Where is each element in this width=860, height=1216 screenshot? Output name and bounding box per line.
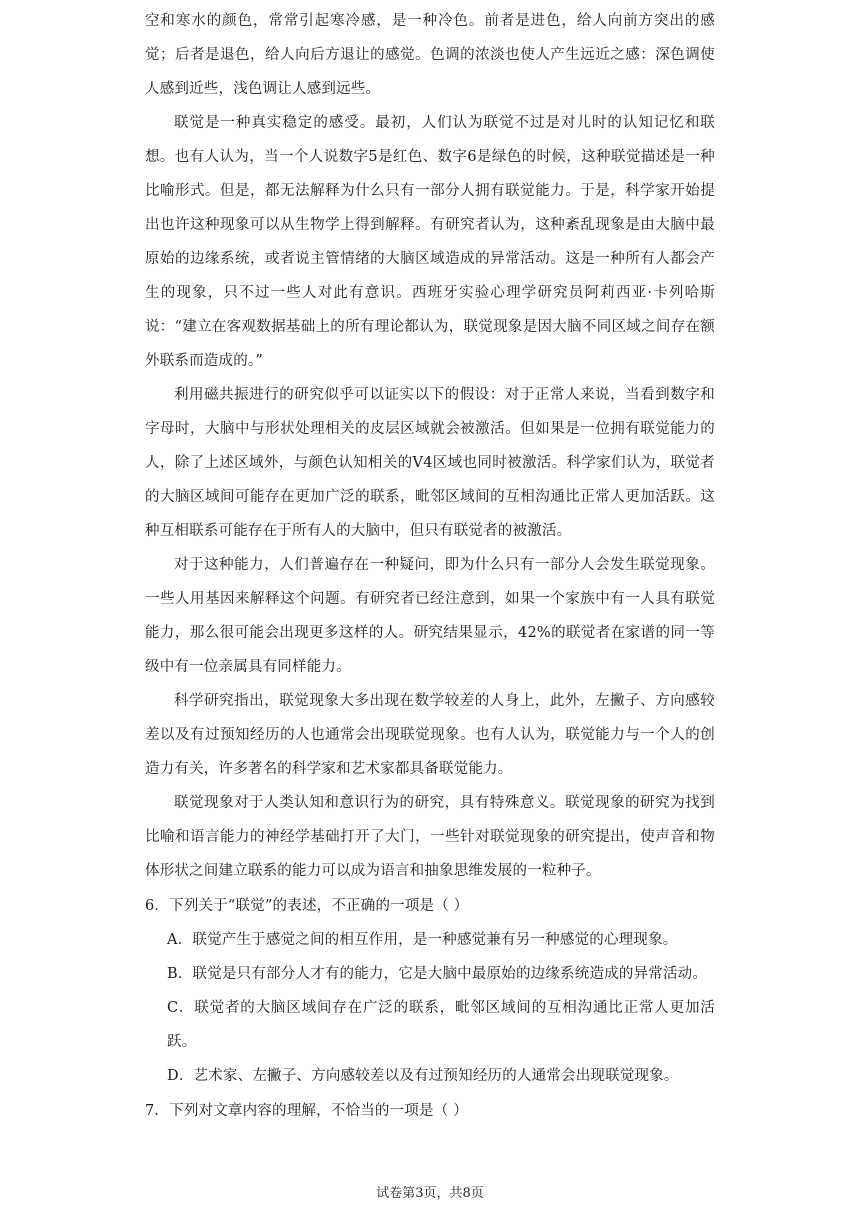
paragraph-genetics: 对于这种能力，人们普遍存在一种疑问，即为什么只有一部分人会发生联觉现象。一些人用基因来解释这个问题。有研究者已经注意到，如果一个家族中有一人具有联觉能力，那么很可能会出现更多这样的人。研究结果显示，42%的联觉者在家谱的同一等级中有一位亲属具有同样能力。 [145, 557, 715, 675]
question-6-option-b: B．联觉是只有部分人才有的能力，它是大脑中最原始的边缘系统造成的异常活动。 [167, 966, 708, 982]
paragraph-significance: 联觉现象对于人类认知和意识行为的研究，具有特殊意义。联觉现象的研究为找到比喻和语言能力的神经学基础打开了大门，一些针对联觉现象的研究提出，使声音和物体形状之间建立联系的能力可以成为语言和抽象思维发展的一粒种子。 [145, 795, 715, 879]
paragraph-synesthesia-definition: 联觉是一种真实稳定的感受。最初，人们认为联觉不过是对儿时的认知记忆和联想。也有人认为，当一个人说数字5是红色、数字6是绿色的时候，这种联觉描述是一种比喻形式。但是，都无法解释为什么只有一部分人拥有联觉能力。于是，科学家开始提出也许这种现象可以从生物学上得到解释。有研究者认为，这种紊乱现象是由大脑中最原始的边缘系统，或者说主管情绪的大脑区域造成的异常活动。这是一种所有人都会产生的现象，只不过一些人对此有意识。西班牙实验心理学研究员阿莉西亚·卡列哈斯说：“建立在客观数据基础上的所有理论都认为，联觉现象是因大脑不同区域之间存在额外联系而造成的。” [145, 115, 715, 369]
question-6-stem: 6．下列关于“联觉”的表述，不正确的一项是（ ） [145, 898, 469, 914]
paragraph-mri-research: 利用磁共振进行的研究似乎可以证实以下的假设：对于正常人来说，当看到数字和字母时，大脑中与形状处理相关的皮层区域就会被激活。但如果是一位拥有联觉能力的人，除了上述区域外，与颜色认知相关的V4区域也同时被激活。科学家们认为，联觉者的大脑区域间可能存在更加广泛的联系，毗邻区域间的互相沟通比正常人更加活跃。这种互相联系可能存在于所有人的大脑中，但只有联觉者的被激活。 [145, 387, 715, 539]
question-6-option-d: D．艺术家、左撇子、方向感较差以及有过预知经历的人通常会出现联觉现象。 [167, 1068, 679, 1084]
question-6-option-c: C．联觉者的大脑区域间存在广泛的联系，毗邻区域间的互相沟通比正常人更加活跃。 [167, 1000, 715, 1050]
question-6-option-a: A．联觉产生于感觉之间的相互作用，是一种感觉兼有另一种感觉的心理现象。 [167, 932, 678, 948]
question-7-stem: 7．下列对文章内容的理解，不恰当的一项是（ ） [145, 1103, 468, 1119]
paragraph-continued: 空和寒水的颜色，常常引起寒冷感，是一种冷色。前者是进色，给人向前方突出的感觉；后者是退色，给人向后方退让的感觉。色调的浓淡也使人产生远近之感：深色调使人感到近些，浅色调让人感到远些。 [145, 13, 715, 97]
article-body [145, 0, 715, 1128]
page-footer: 试卷第3页，共8页 [376, 1186, 484, 1201]
paragraph-population: 科学研究指出，联觉现象大多出现在数学较差的人身上，此外，左撇子、方向感较差以及有过预知经历的人也通常会出现联觉现象。也有人认为，联觉能力与一个人的创造力有关，许多著名的科学家和艺术家都具备联觉能力。 [145, 693, 715, 777]
